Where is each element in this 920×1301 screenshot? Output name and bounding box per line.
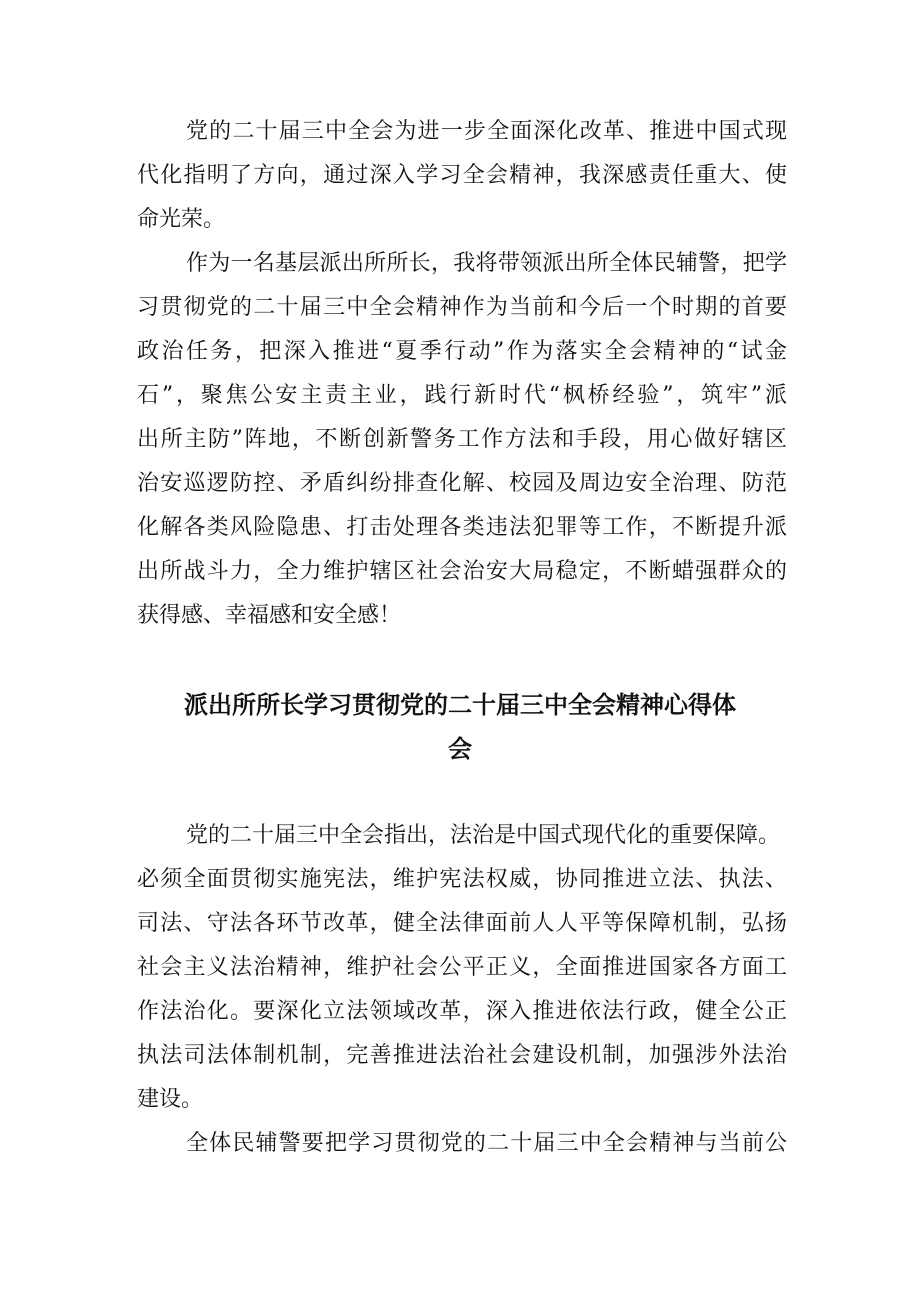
text-line: 习贯彻党的二十届三中全会精神作为当前和今后一个时期的首要 <box>137 295 787 320</box>
text-line: 石”，聚焦公安主责主业，践行新时代“枫桥经验”，筑牢”派 <box>137 383 787 408</box>
text-line: 作法治化。要深化立法领域改革，深入推进依法行政，健全公正 <box>137 999 787 1024</box>
text-line: 化解各类风险隐患、打击处理各类违法犯罪等工作，不断提升派 <box>137 515 787 540</box>
text-line: 政治任务，把深入推进“夏季行动”作为落实全会精神的“试金 <box>137 339 787 364</box>
text-line: 司法、守法各环节改革，健全法律面前人人平等保障机制，弘扬 <box>137 911 787 936</box>
section-title: 派出所所长学习贯彻党的二十届三中全会精神心得体 <box>184 691 736 719</box>
text-line: 社会主义法治精神，维护社会公平正义，全面推进国家各方面工 <box>137 955 787 980</box>
text-line: 党的二十届三中全会指出，法治是中国式现代化的重要保障。 <box>186 823 781 848</box>
text-line: 必须全面贯彻实施宪法，维护宪法权威，协同推进立法、执法、 <box>137 867 787 892</box>
text-line: 党的二十届三中全会为进一步全面深化改革、推进中国式现 <box>186 119 787 144</box>
text-line: 全体民辅警要把学习贯彻党的二十届三中全会精神与当前公 <box>186 1131 787 1156</box>
text-line: 执法司法体制机制，完善推进法治社会建设机制，加强涉外法治 <box>137 1043 787 1068</box>
section-title-continued: 会 <box>448 735 472 763</box>
text-line: 出所主防”阵地，不断创新警务工作方法和手段，用心做好辖区 <box>137 427 787 452</box>
text-line: 命光荣。 <box>137 207 226 232</box>
text-line: 获得感、幸福感和安全感！ <box>137 603 402 628</box>
text-line: 治安巡逻防控、矛盾纠纷排查化解、校园及周边安全治理、防范 <box>137 471 787 496</box>
text-line: 作为一名基层派出所所长，我将带领派出所全体民辅警，把学 <box>186 251 787 276</box>
text-line: 建设。 <box>137 1087 204 1112</box>
text-line: 出所战斗力，全力维护辖区社会治安大局稳定，不断蜡强群众的 <box>137 559 787 584</box>
text-line: 代化指明了方向，通过深入学习全会精神，我深感责任重大、使 <box>137 163 787 188</box>
